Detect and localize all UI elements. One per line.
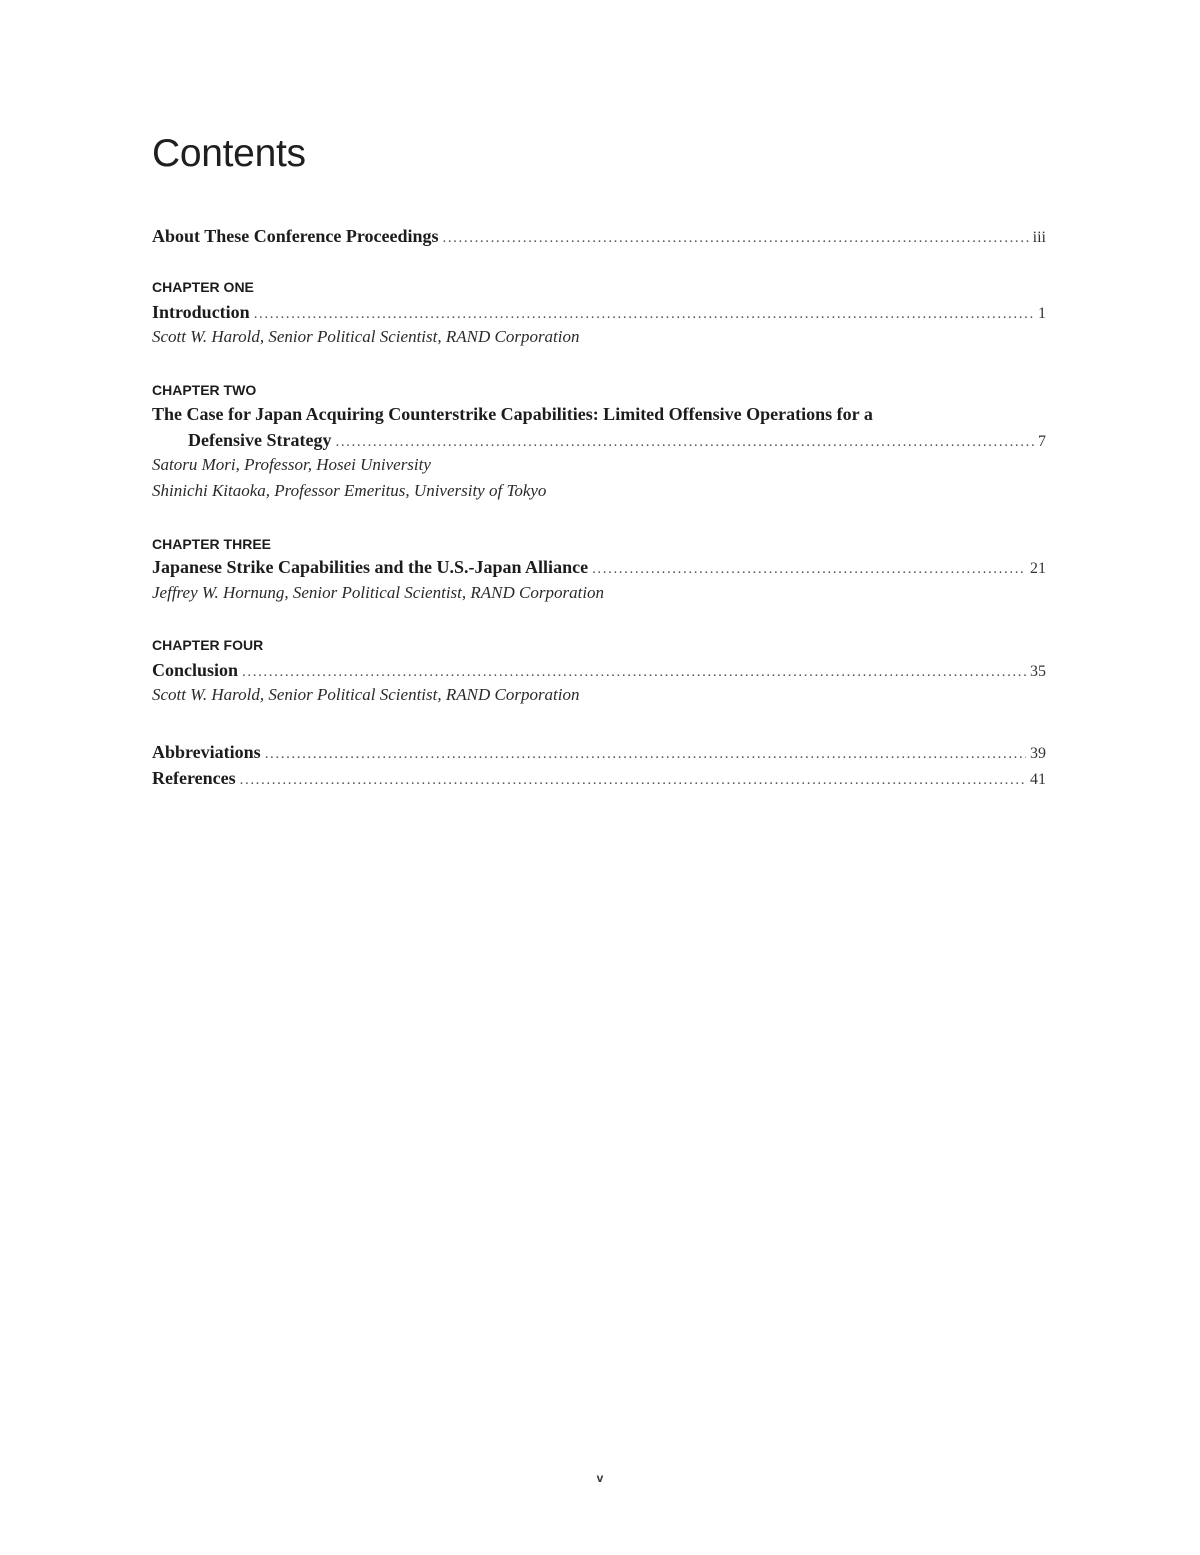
toc-entry-title: Abbreviations — [152, 742, 261, 762]
chapter-label: CHAPTER FOUR — [152, 637, 264, 653]
toc-entry-chapter-four[interactable] — [152, 657, 1046, 685]
chapter-author: Scott W. Harold, Senior Political Scientist, RAND Corporation — [152, 327, 580, 346]
dot-leader — [592, 556, 1026, 582]
dot-leader — [335, 429, 1034, 455]
dot-leader — [265, 741, 1026, 767]
toc-entry-abbreviations[interactable] — [152, 739, 1046, 767]
toc-page-number: 7 — [1038, 433, 1046, 450]
toc-entry-about[interactable] — [152, 223, 1046, 251]
toc-entry-title: References — [152, 768, 236, 788]
toc-page-number: 35 — [1030, 663, 1046, 680]
chapter-author: Satoru Mori, Professor, Hosei University — [152, 455, 431, 474]
toc-entry-references[interactable] — [152, 765, 1046, 793]
chapter-label: CHAPTER TWO — [152, 382, 257, 398]
toc-page-number: 21 — [1030, 560, 1046, 577]
toc-entry-title-line[interactable]: The Case for Japan Acquiring Counterstrike Capabilities: Limited Offensive Operations for a — [152, 404, 873, 424]
chapter-author: Shinichi Kitaoka, Professor Emeritus, University of Tokyo — [152, 481, 547, 500]
page-title: Contents — [152, 132, 306, 175]
toc-page-number: 1 — [1038, 305, 1046, 322]
toc-entry-chapter-one[interactable] — [152, 299, 1046, 327]
chapter-author: Scott W. Harold, Senior Political Scientist, RAND Corporation — [152, 685, 580, 704]
dot-leader — [240, 767, 1026, 793]
chapter-author: Jeffrey W. Hornung, Senior Political Scientist, RAND Corporation — [152, 583, 605, 602]
toc-entry-chapter-three[interactable] — [152, 554, 1046, 582]
toc-entry-chapter-two[interactable] — [152, 427, 1046, 455]
chapter-label: CHAPTER ONE — [152, 279, 254, 295]
toc-entry-title: About These Conference Proceedings — [152, 226, 439, 246]
dot-leader — [442, 225, 1028, 251]
toc-page-number: iii — [1032, 229, 1046, 246]
toc-entry-title: Japanese Strike Capabilities and the U.S.-Japan Alliance — [152, 557, 589, 577]
toc-page-number: 39 — [1030, 745, 1046, 762]
toc-page-number: 41 — [1030, 771, 1046, 788]
toc-entry-title: Introduction — [152, 302, 250, 322]
page-folio: v — [596, 1471, 604, 1485]
toc-entry-title: Conclusion — [152, 660, 239, 680]
toc-entry-title: Defensive Strategy — [188, 430, 332, 450]
chapter-label: CHAPTER THREE — [152, 536, 272, 552]
